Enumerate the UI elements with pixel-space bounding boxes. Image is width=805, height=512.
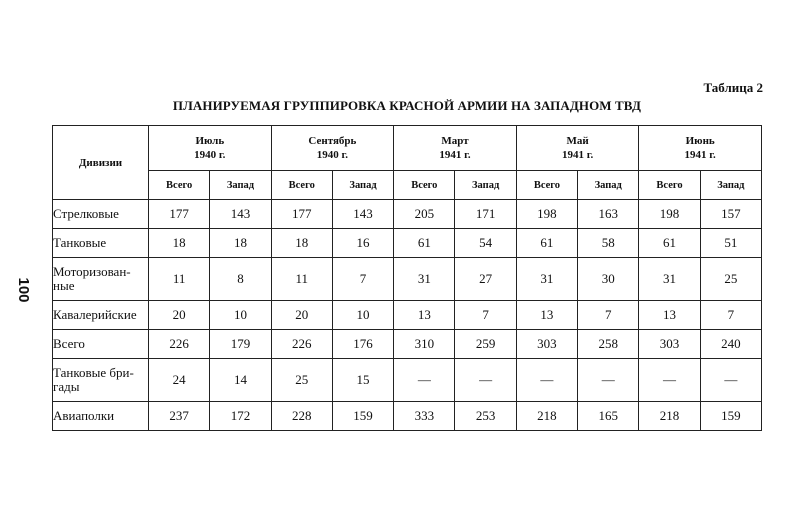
table-cell: 176 (332, 330, 393, 359)
table-cell: 8 (210, 258, 271, 301)
table-cell: 31 (639, 258, 700, 301)
subheader-west: Запад (578, 171, 639, 200)
subheader-west: Запад (700, 171, 761, 200)
row-label (53, 301, 149, 330)
table-cell: — (516, 359, 577, 402)
subheader-total: Всего (271, 171, 332, 200)
table-cell: — (578, 359, 639, 402)
table-cell: 51 (700, 229, 761, 258)
subheader-total: Всего (394, 171, 455, 200)
column-header-period (516, 126, 639, 171)
subheader-total: Всего (516, 171, 577, 200)
table-cell: 228 (271, 402, 332, 431)
table-cell: 16 (332, 229, 393, 258)
table-cell: 54 (455, 229, 516, 258)
period-year: 1941 г. (684, 149, 716, 161)
row-label-line: гады (53, 379, 80, 394)
table-cell: 24 (149, 359, 210, 402)
header-row-sub (53, 171, 762, 200)
table-cell: 258 (578, 330, 639, 359)
subheader-total: Всего (149, 171, 210, 200)
row-label (53, 402, 149, 431)
table-cell: 218 (516, 402, 577, 431)
table-cell: 205 (394, 200, 455, 229)
table-cell: 14 (210, 359, 271, 402)
table-cell: 172 (210, 402, 271, 431)
table-cell: 240 (700, 330, 761, 359)
table-cell: 10 (210, 301, 271, 330)
table-row (53, 200, 762, 229)
table-cell: 20 (271, 301, 332, 330)
column-header-period (639, 126, 762, 171)
row-label-line: Всего (53, 336, 85, 351)
table-cell: 179 (210, 330, 271, 359)
table-cell: 177 (271, 200, 332, 229)
row-label (53, 330, 149, 359)
row-label (53, 229, 149, 258)
table-cell: 11 (271, 258, 332, 301)
table-row (53, 402, 762, 431)
table-cell: 15 (332, 359, 393, 402)
table-cell: 7 (700, 301, 761, 330)
table-cell: 10 (332, 301, 393, 330)
subheader-west: Запад (210, 171, 271, 200)
table-cell: 31 (516, 258, 577, 301)
table-cell: 177 (149, 200, 210, 229)
table-cell: 61 (639, 229, 700, 258)
table-cell: 157 (700, 200, 761, 229)
table-cell: 7 (455, 301, 516, 330)
table-cell: 13 (516, 301, 577, 330)
table-cell: 20 (149, 301, 210, 330)
period-year: 1941 г. (561, 149, 594, 161)
table-cell: — (394, 359, 455, 402)
table-cell: 226 (149, 330, 210, 359)
table-title: ПЛАНИРУЕМАЯ ГРУППИРОВКА КРАСНОЙ АРМИИ НА ЗАПАДНОМ ТВД (172, 98, 642, 113)
table-cell: 58 (578, 229, 639, 258)
table-cell: 18 (271, 229, 332, 258)
column-header-period (149, 126, 272, 171)
table-cell: 171 (455, 200, 516, 229)
column-header-period (271, 126, 394, 171)
table-cell: 218 (639, 402, 700, 431)
period-month: Май (566, 135, 589, 147)
row-label-line: ные (53, 278, 75, 293)
subheader-total: Всего (639, 171, 700, 200)
period-year: 1940 г. (194, 149, 226, 161)
table-label: Таблица 2 (703, 80, 763, 95)
table-cell: 159 (700, 402, 761, 431)
row-label-line: Моторизован- (53, 264, 131, 279)
table-row (53, 258, 762, 301)
table-cell: 198 (639, 200, 700, 229)
table-cell: 333 (394, 402, 455, 431)
table-cell: 310 (394, 330, 455, 359)
table-cell: — (639, 359, 700, 402)
table-cell: 7 (332, 258, 393, 301)
period-year: 1941 г. (439, 149, 471, 161)
period-month: Март (441, 135, 469, 147)
table-cell: 253 (455, 402, 516, 431)
table-cell: — (700, 359, 761, 402)
table-cell: 25 (271, 359, 332, 402)
table-cell: — (455, 359, 516, 402)
row-label (53, 359, 149, 402)
table-cell: 13 (394, 301, 455, 330)
row-label-line: Авиаполки (53, 408, 115, 423)
table-cell: 143 (210, 200, 271, 229)
table-cell: 30 (578, 258, 639, 301)
period-year: 1940 г. (316, 149, 349, 161)
table-cell: 143 (332, 200, 393, 229)
table-cell: 303 (516, 330, 577, 359)
table-cell: 27 (455, 258, 516, 301)
subheader-west: Запад (332, 171, 393, 200)
table-cell: 13 (639, 301, 700, 330)
table-cell: 163 (578, 200, 639, 229)
page-number: 100 (15, 277, 32, 303)
row-label-line: Танковые (53, 235, 107, 250)
table-cell: 303 (639, 330, 700, 359)
table-cell: 18 (149, 229, 210, 258)
table-row (53, 359, 762, 402)
table-cell: 31 (394, 258, 455, 301)
row-label (53, 200, 149, 229)
table-cell: 226 (271, 330, 332, 359)
grouping-table (52, 125, 762, 431)
table-cell: 61 (394, 229, 455, 258)
column-header-divisions: Дивизии (53, 126, 149, 200)
table-row (53, 301, 762, 330)
table-cell: 7 (578, 301, 639, 330)
table-cell: 165 (578, 402, 639, 431)
table-cell: 198 (516, 200, 577, 229)
header-row-periods (53, 126, 762, 171)
table-cell: 18 (210, 229, 271, 258)
column-header-period (394, 126, 517, 171)
table-row (53, 330, 762, 359)
table-cell: 11 (149, 258, 210, 301)
table-cell: 259 (455, 330, 516, 359)
table-cell: 159 (332, 402, 393, 431)
row-label (53, 258, 149, 301)
row-label-line: Танковые бри- (53, 365, 134, 380)
row-label-line: Кавалерийские (53, 307, 137, 322)
table-cell: 237 (149, 402, 210, 431)
period-month: Июнь (685, 135, 715, 147)
table-cell: 61 (516, 229, 577, 258)
subheader-west: Запад (455, 171, 516, 200)
period-month: Июль (195, 135, 225, 147)
table-row (53, 229, 762, 258)
table-cell: 25 (700, 258, 761, 301)
period-month: Сентябрь (308, 135, 357, 147)
row-label-line: Стрелковые (53, 206, 119, 221)
